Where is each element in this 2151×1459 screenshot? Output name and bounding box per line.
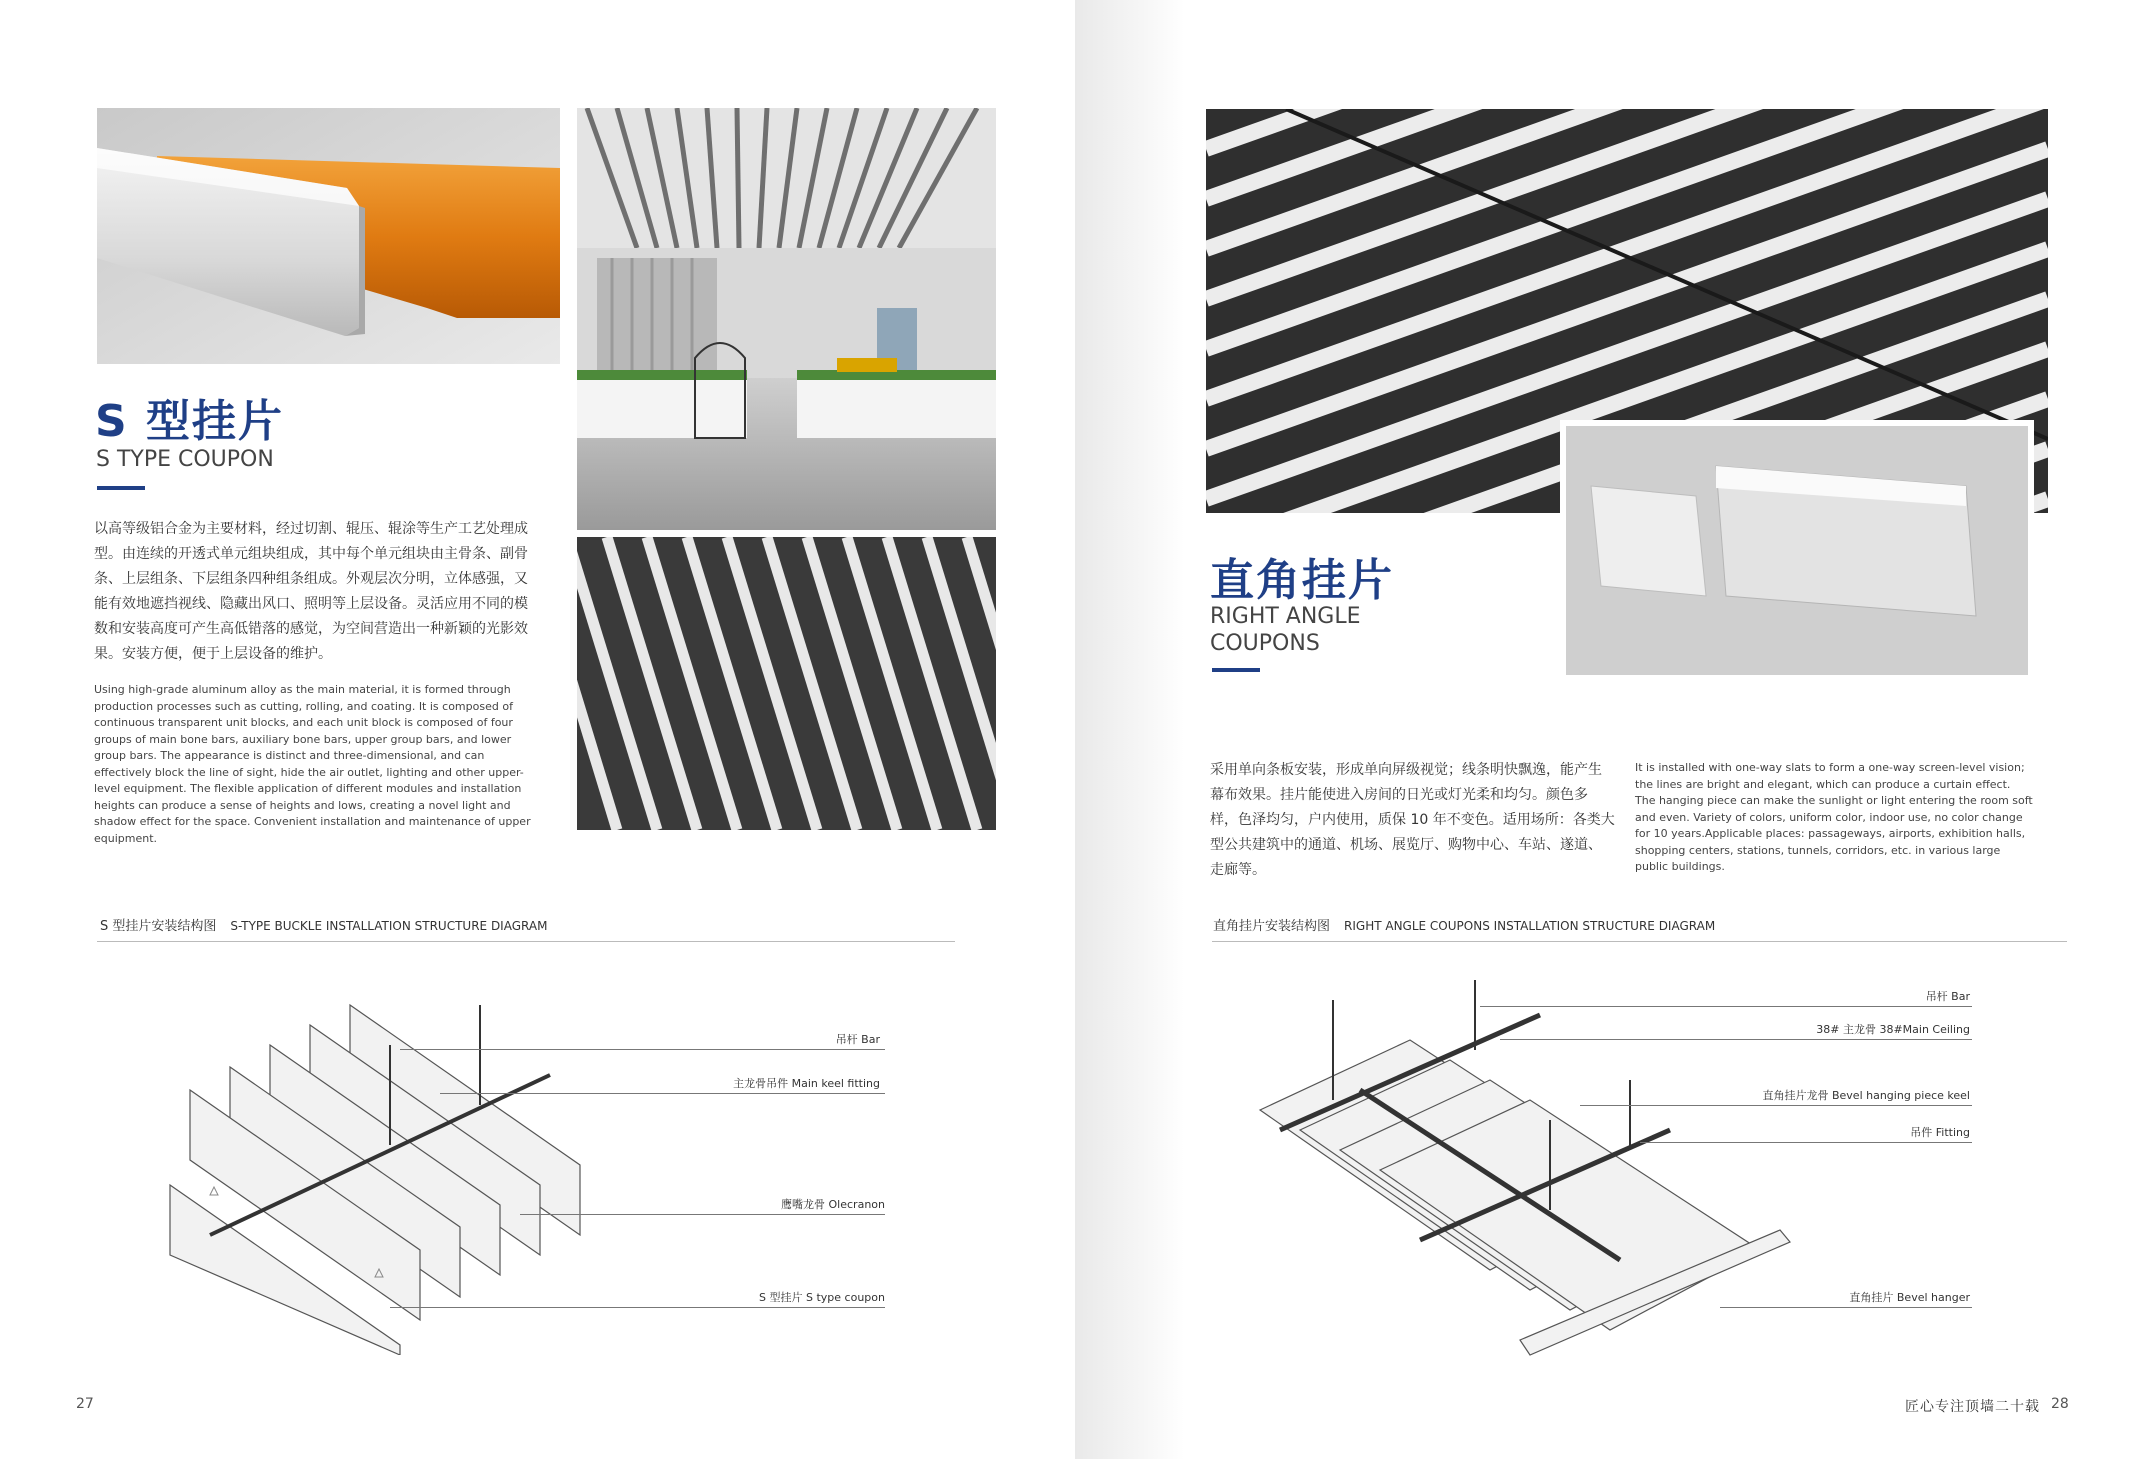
- right-angle-description-zh: 采用单向条板安装，形成单向屏级视觉；线条明快飘逸，能产生幕布效果。挂片能使进入房间的日光或灯光柔和均匀。颜色多样，色泽均匀，户内使用，质保 10 年不变色。适用场所：各类大型公共建筑中的通道、机场、展览厅、购物中心、车站、遂道、走廊等。: [1210, 762, 1615, 878]
- right-angle-coupon-product-photo: [1560, 420, 2034, 681]
- callout-line-bevel-keel: [1580, 1105, 1972, 1106]
- s-diagram-heading: [100, 915, 547, 934]
- right-angle-installation-diagram: [1240, 980, 1800, 1380]
- s-diagram-rule: [97, 941, 955, 942]
- right-diagram-title-en: RIGHT ANGLE COUPONS INSTALLATION STRUCTURE DIAGRAM: [1344, 919, 1716, 933]
- s-coupon-description-en: Using high-grade aluminum alloy as the main material, it is formed through production processes such as cutting, rolling, and coating. It is composed of continuous transparent unit blocks, and each unit block is composed of four groups of main bone bars, auxiliary bone bars, upper group bars, and lower group bars. The appearance is distinct and three-dimensional, and can effectively block the line of sight, hide the air outlet, lighting and other upper-level equipment. The flexible application of different modules and installation heights can produce a sense of heights and lows, creating a novel light and shadow effect for the space. Convenient installation and maintenance of upper equipment.: [94, 683, 531, 845]
- page-number-right: 28: [2051, 1396, 2069, 1412]
- callout-bar: 吊杆 Bar: [835, 1033, 880, 1046]
- page-number-left: 27: [76, 1396, 94, 1412]
- callout-main-ceiling: 38# 主龙骨 38#Main Ceiling: [1816, 1023, 1970, 1036]
- right-diagram-title-zh: 直角挂片安装结构图: [1213, 919, 1331, 934]
- callout-olecranon: 鹰嘴龙骨 Olecranon: [781, 1198, 885, 1211]
- callout-line-s-coupon: [390, 1307, 885, 1308]
- s-diagram-title-en: S-TYPE BUCKLE INSTALLATION STRUCTURE DIAGRAM: [230, 919, 548, 933]
- right-diagram-heading: [1213, 915, 1715, 934]
- right-angle-title-en-1: RIGHT ANGLE: [1210, 604, 1361, 629]
- callout-line-main-ceiling: [1500, 1039, 1972, 1040]
- callout-main-keel-fitting: 主龙骨吊件 Main keel fitting: [733, 1077, 880, 1090]
- book-gutter: [1075, 0, 1185, 1459]
- callout-bevel-keel: 直角挂片龙骨 Bevel hanging piece keel: [1762, 1089, 1970, 1102]
- title-underline: [97, 486, 145, 490]
- s-coupon-description-zh: 以高等级铝合金为主要材料，经过切割、辊压、辊涂等生产工艺处理成型。由连续的开透式单元组块组成，其中每个单元组块由主骨条、副骨条、上层组条、下层组条四种组条组成。外观层次分明，立体感强，又能有效地遮挡视线、隐藏出风口、照明等上层设备。灵活应用不同的模数和安装高度可产生高低错落的感觉，为空间营造出一种新颖的光影效果。安装方便，便于上层设备的维护。: [94, 521, 528, 662]
- callout-line-bar: [400, 1049, 885, 1050]
- callout-line-olecranon: [520, 1214, 885, 1215]
- ceiling-interior-photo: [577, 108, 996, 530]
- s-coupon-title-zh: S 型挂片: [95, 396, 285, 447]
- brand-slogan: 匠心专注顶墙二十载: [1905, 1399, 2040, 1415]
- right-diagram-rule: [1212, 941, 2067, 942]
- right-title-underline: [1212, 668, 1260, 672]
- s-coupon-title-en: S TYPE COUPON: [96, 447, 274, 472]
- callout-s-type-coupon: S 型挂片 S type coupon: [759, 1291, 885, 1304]
- callout-bevel-hanger: 直角挂片 Bevel hanger: [1849, 1291, 1970, 1304]
- right-angle-title-en-2: COUPONS: [1210, 631, 1320, 656]
- right-angle-description-en: It is installed with one-way slats to form a one-way screen-level vision; the lines are bright and elegant, which can produce a curtain effect. The hanging piece can make the sunlight or light entering the room soft and even. Variety of colors, uniform color, indoor use, no color change for 10 years.Applicable places: passageways, airports, exhibition halls, shopping centers, stations, tunnels, corridors, etc. in various large public buildings.: [1635, 761, 2033, 873]
- callout-right-bar: 吊杆 Bar: [1925, 990, 1970, 1003]
- s-coupon-product-photo: [97, 108, 560, 364]
- callout-line-main-keel: [440, 1093, 885, 1094]
- diagonal-ceiling-photo: [577, 537, 996, 830]
- callout-line-right-bar: [1480, 1006, 1972, 1007]
- callout-line-fitting: [1640, 1142, 1972, 1143]
- callout-fitting: 吊件 Fitting: [1910, 1126, 1970, 1139]
- s-diagram-title-zh: S 型挂片安装结构图: [100, 919, 217, 934]
- right-angle-title-zh: 直角挂片: [1210, 555, 1394, 606]
- callout-line-bevel-hanger: [1720, 1307, 1972, 1308]
